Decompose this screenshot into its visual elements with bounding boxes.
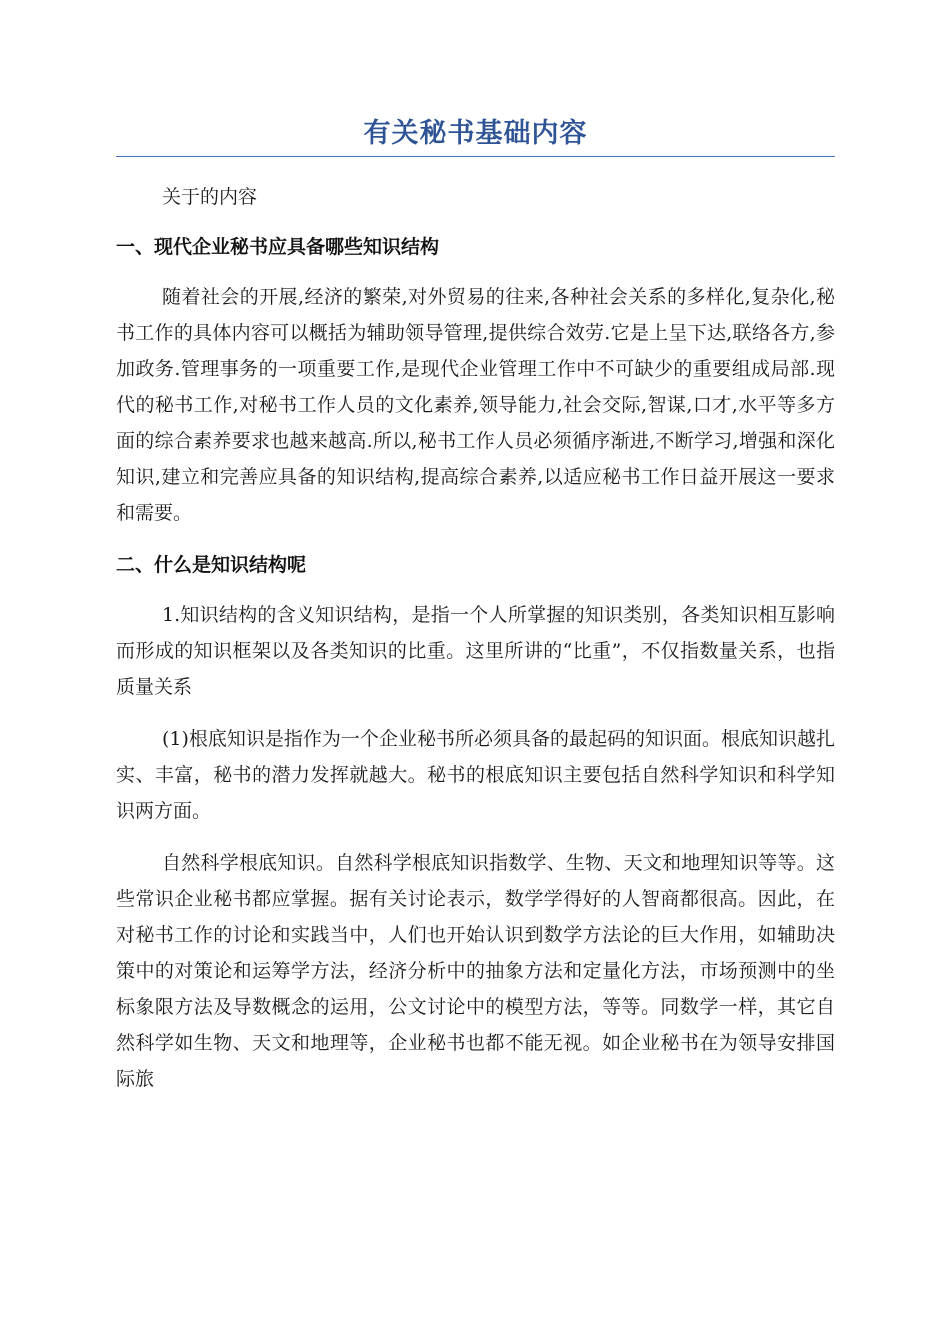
section-2-paragraph-3: 自然科学根底知识。自然科学根底知识指数学、生物、天文和地理知识等等。这些常识企业秘书都应掌握。据有关讨论表示，数学学得好的人智商都很高。因此，在对秘书工作的讨论和实践当中，人们也开始认识到数学方法论的巨大作用，如辅助决策中的对策论和运筹学方法，经济分析中的抽象方法和定量化方法，市场预测中的坐标象限方法及导数概念的运用，公文讨论中的模型方法，等等。同数学一样，其它自然科学如生物、天文和地理等，企业秘书也都不能无视。如企业秘书在为领导安排国际旅 xyxy=(116,852,835,1090)
section-1-heading: 一、现代企业秘书应具备哪些知识结构 xyxy=(116,236,440,258)
section-2-heading: 二、什么是知识结构呢 xyxy=(116,554,307,576)
section-2-paragraph-1: 1.知识结构的含义知识结构，是指一个人所掌握的知识类别，各类知识相互影响而形成的知识框架以及各类知识的比重。这里所讲的“比重”，不仅指数量关系，也指质量关系 xyxy=(116,604,835,698)
document-page xyxy=(116,112,835,1113)
document-title: 有关秘书基础内容 xyxy=(363,118,588,149)
section-2-paragraph-2: (1)根底知识是指作为一个企业秘书所必须具备的最起码的知识面。根底知识越扎实、丰富，秘书的潜力发挥就越大。秘书的根底知识主要包括自然科学知识和科学知识两方面。 xyxy=(116,728,835,822)
intro-line: 关于的内容 xyxy=(162,186,258,208)
section-1-paragraph-1: 随着社会的开展,经济的繁荣,对外贸易的往来,各种社会关系的多样化,复杂化,秘书工作的具体内容可以概括为辅助领导管理,提供综合效劳.它是上呈下达,联络各方,参加政务.管理事务的一项重要工作,是现代企业管理工作中不可缺少的重要组成局部.现代的秘书工作,对秘书工作人员的文化素养,领导能力,社会交际,智谋,口才,水平等多方面的综合素养要求也越来越高.所以,秘书工作人员必须循序渐进,不断学习,增强和深化知识,建立和完善应具备的知识结构,提高综合素养,以适应秘书工作日益开展这一要求和需要。 xyxy=(116,286,835,524)
title-underline xyxy=(116,156,835,157)
